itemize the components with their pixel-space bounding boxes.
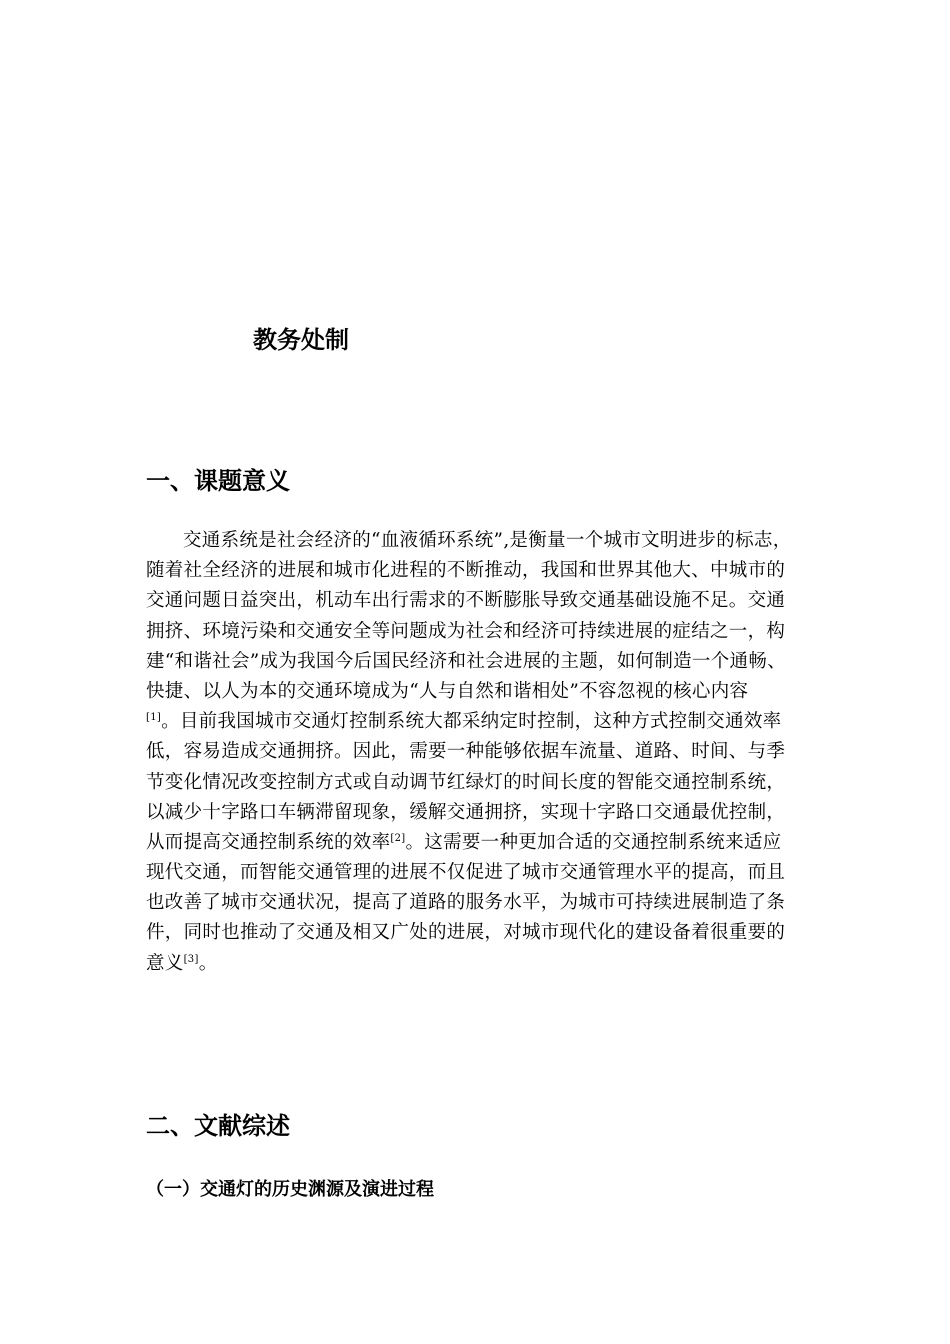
- paragraph-line: [146, 526, 826, 556]
- line-text: 随着社全经济的进展和城市化进程的不断推动，我国和世界其他大、中城市的: [146, 560, 786, 582]
- citation-1: [1]: [146, 711, 162, 723]
- line-text: 低，容易造成交通拥挤。因此，需要一种能够依据车流量、道路、时间、与季: [146, 741, 786, 763]
- line-text: 。目前我国城市交通灯控制系统大都采纳定时控制，这种方式控制交通效率: [161, 711, 782, 733]
- header-title: 教务处制: [253, 325, 349, 354]
- line-text: 现代交通，而智能交通管理的进展不仅促进了城市交通管理水平的提高，而且: [146, 862, 786, 884]
- paragraph-line: [146, 647, 826, 677]
- line-text: 节变化情况改变控制方式或自动调节红绿灯的时间长度的智能交通控制系统，: [146, 771, 786, 793]
- paragraph-line: [146, 677, 826, 707]
- line-text: 也改善了城市交通状况，提高了道路的服务水平，为城市可持续进展制造了条: [146, 892, 786, 914]
- line-text: 件，同时也推动了交通及相又广处的进展，对城市现代化的建设备着很重要的: [146, 922, 786, 944]
- line-text: 以减少十字路口车辆滞留现象，缓解交通拥挤，实现十字路口交通最优控制，: [146, 801, 786, 823]
- line-text: 。: [198, 952, 218, 974]
- paragraph-line: [146, 828, 826, 858]
- line-text: 建“和谐社会”成为我国今后国民经济和社会进展的主题，如何制造一个通畅、: [146, 650, 786, 672]
- paragraph-line: [146, 737, 826, 767]
- paragraph-line: [146, 617, 826, 647]
- line-text: 从而提高交通控制系统的效率: [146, 831, 391, 853]
- line-text: 交通问题日益突出，机动车出行需求的不断膨胀导致交通基础设施不足。交通: [146, 590, 786, 612]
- paragraph-line: [146, 918, 826, 948]
- line-text: 交通系统是社会经济的“血液循环系统”,是衡量一个城市文明进步的标志，: [183, 530, 792, 551]
- line-text: 。这需要一种更加合适的交通控制系统来适应: [405, 831, 782, 853]
- paragraph-line: [146, 798, 826, 828]
- paragraph-line: [146, 949, 826, 979]
- subsection-heading-traffic-light-history: （一）交通灯的历史渊源及演进过程: [146, 1179, 434, 1200]
- paragraph-line: [146, 888, 826, 918]
- citation-3: [3]: [183, 953, 199, 965]
- section-heading-literature-review: 二、文献综述: [146, 1111, 290, 1140]
- section-heading-significance: 一、课题意义: [146, 466, 290, 495]
- citation-2: [2]: [390, 832, 406, 844]
- paragraph-line: [146, 556, 826, 586]
- paragraph-line: [146, 858, 826, 888]
- line-text: 快捷、以人为本的交通环境成为“人与自然和谐相处”不容忽视的核心内容: [146, 680, 749, 702]
- paragraph-line: [146, 768, 826, 798]
- paragraph-line: [146, 586, 826, 616]
- line-text: 拥挤、环境污染和交通安全等问题成为社会和经济可持续进展的症结之一，构: [146, 620, 786, 642]
- paragraph-line: [146, 707, 826, 737]
- line-text: 意义: [146, 952, 184, 974]
- significance-paragraph: [146, 526, 826, 979]
